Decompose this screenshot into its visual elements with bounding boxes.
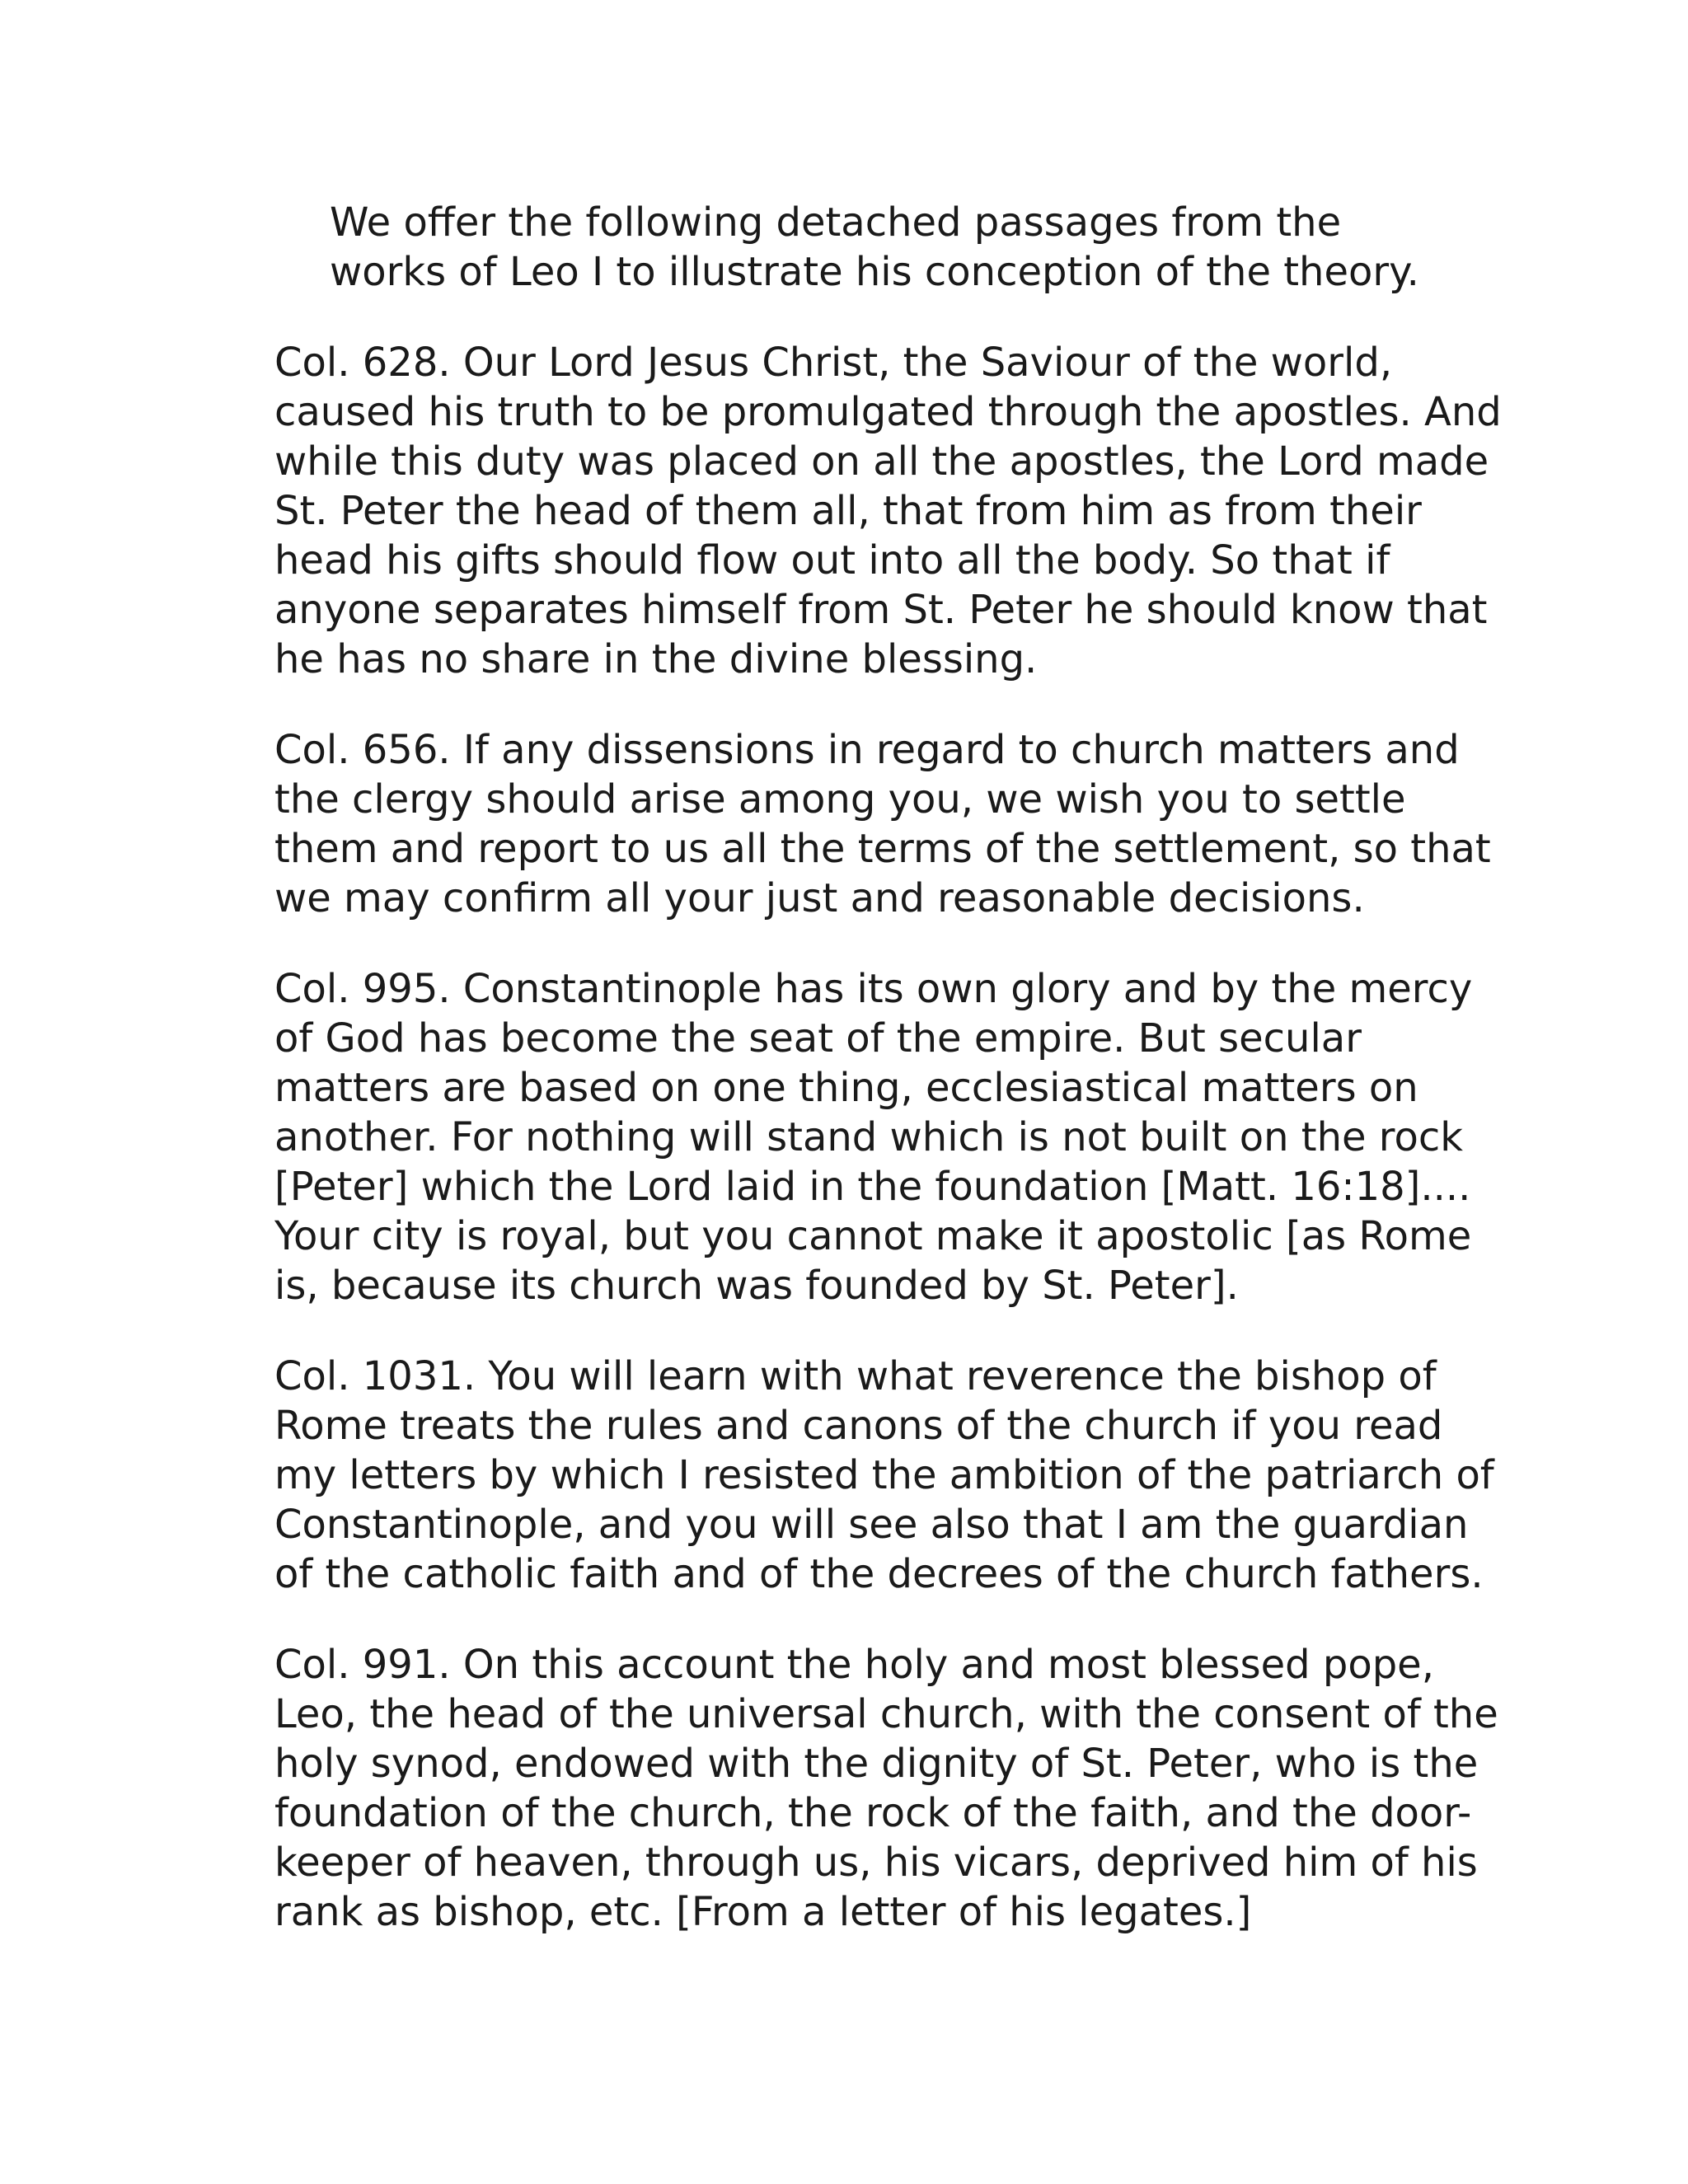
text-line: we may confirm all your just and reasonable decisions. <box>274 875 1365 921</box>
text-line: matters are based on one thing, ecclesiastical matters on <box>274 1065 1418 1111</box>
text-line: my letters by which I resisted the ambition of the patriarch of <box>274 1452 1494 1498</box>
text-line: anyone separates himself from St. Peter he should know that <box>274 587 1488 633</box>
text-line: Leo, the head of the universal church, with the consent of the <box>274 1691 1498 1737</box>
text-line: head his gifts should flow out into all the body. So that if <box>274 537 1390 583</box>
passage-col-995 <box>274 964 1473 1310</box>
text-line: is, because its church was founded by St. Peter]. <box>274 1263 1239 1309</box>
text-line: another. For nothing will stand which is not built on the rock <box>274 1114 1464 1160</box>
text-line: while this duty was placed on all the apostles, the Lord made <box>274 438 1489 485</box>
text-line: them and report to us all the terms of the settlement, so that <box>274 826 1491 872</box>
text-line: the clergy should arise among you, we wish you to settle <box>274 776 1406 823</box>
text-line: rank as bishop, etc. [From a letter of his legates.] <box>274 1889 1252 1935</box>
text-line: of the catholic faith and of the decrees of the church fathers. <box>274 1551 1484 1597</box>
text-line: Col. 1031. You will learn with what reverence the bishop of <box>274 1353 1437 1399</box>
text-line: Rome treats the rules and canons of the church if you read <box>274 1403 1443 1449</box>
text-line: holy synod, endowed with the dignity of St. Peter, who is the <box>274 1741 1479 1787</box>
text-line: caused his truth to be promulgated through the apostles. And <box>274 389 1502 435</box>
passage-col-628 <box>274 338 1502 684</box>
text-line: foundation of the church, the rock of the faith, and the door- <box>274 1790 1472 1836</box>
text-line: of God has become the seat of the empire. But secular <box>274 1015 1362 1062</box>
text-line: St. Peter the head of them all, that from him as from their <box>274 488 1422 534</box>
text-line: We offer the following detached passages from the <box>330 199 1342 246</box>
text-line: Col. 995. Constantinople has its own glory and by the mercy <box>274 966 1473 1012</box>
text-line: Col. 656. If any dissensions in regard to church matters and <box>274 727 1460 773</box>
text-line: he has no share in the divine blessing. <box>274 636 1038 682</box>
text-line: Col. 628. Our Lord Jesus Christ, the Saviour of the world, <box>274 340 1393 386</box>
text-line: Constantinople, and you will see also that I am the guardian <box>274 1502 1469 1548</box>
text-line: keeper of heaven, through us, his vicars, deprived him of his <box>274 1840 1478 1886</box>
text-line: works of Leo I to illustrate his conception of the theory. <box>330 249 1419 295</box>
text-line: [Peter] which the Lord laid in the foundation [Matt. 16:18].... <box>274 1164 1471 1210</box>
passage-col-991 <box>274 1640 1498 1937</box>
passage-col-656 <box>274 725 1491 923</box>
passage-col-1031 <box>274 1352 1494 1599</box>
text-line: Col. 991. On this account the holy and most blessed pope, <box>274 1642 1434 1688</box>
intro-paragraph <box>330 198 1484 297</box>
text-line: Your city is royal, but you cannot make it apostolic [as Rome <box>274 1213 1472 1259</box>
